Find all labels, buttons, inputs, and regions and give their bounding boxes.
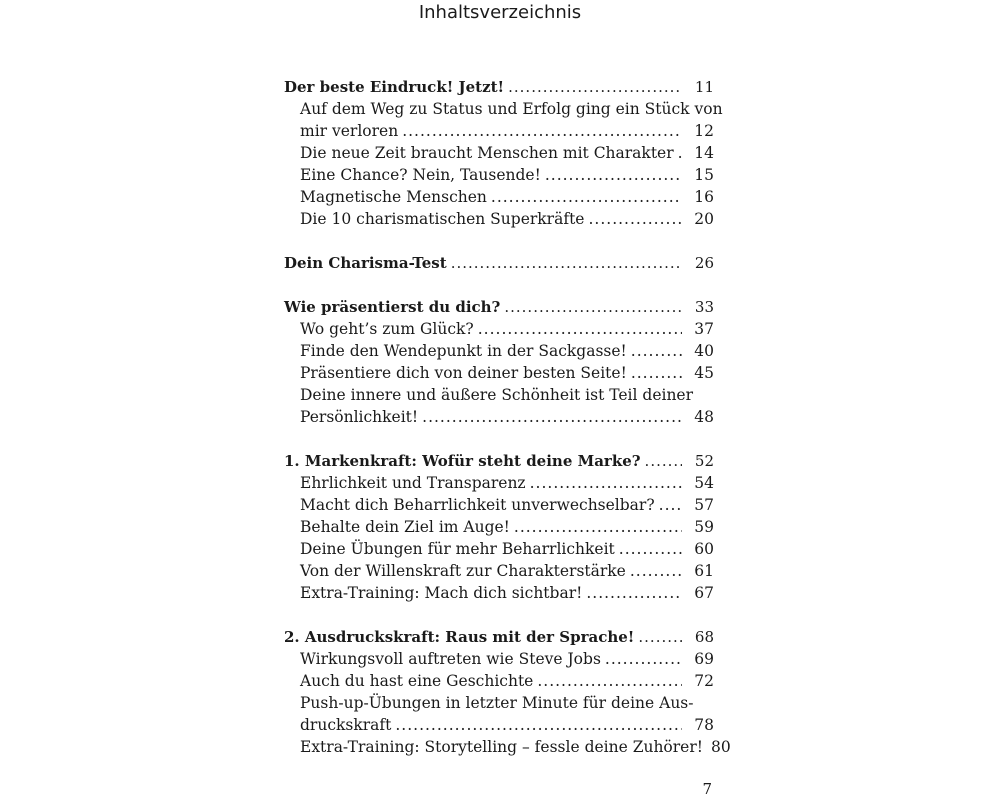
dot-leader	[491, 186, 682, 208]
toc-entry[interactable]	[284, 516, 714, 538]
toc-entry-title: Eine Chance? Nein, Tausende!	[300, 166, 541, 184]
toc-page-number: 26	[694, 254, 714, 272]
dot-leader	[514, 516, 682, 538]
toc-section	[284, 296, 714, 428]
toc-entry[interactable]	[284, 582, 714, 604]
toc-page-number: 68	[694, 628, 714, 646]
toc-section	[284, 450, 714, 604]
toc-entry-continuation[interactable]	[284, 714, 714, 736]
dot-leader	[508, 76, 682, 98]
toc-entry[interactable]	[284, 560, 714, 582]
toc-page-number: 20	[694, 210, 714, 228]
toc-page-number: 40	[694, 342, 714, 360]
toc-chapter-title: Dein Charisma-Test	[284, 254, 447, 272]
toc-chapter-entry[interactable]	[284, 626, 714, 648]
toc-chapter-entry[interactable]	[284, 76, 714, 98]
table-of-contents	[284, 76, 731, 780]
toc-page-number: 48	[694, 408, 714, 426]
toc-chapter-title: Wie präsentierst du dich?	[284, 298, 501, 316]
toc-entry-title: Die neue Zeit braucht Menschen mit Charakter	[300, 144, 674, 162]
toc-entry-title: Finde den Wendepunkt in der Sackgasse!	[300, 342, 627, 360]
toc-entry[interactable]	[284, 98, 723, 120]
toc-entry-continuation[interactable]	[284, 406, 714, 428]
toc-page-number: 45	[694, 364, 714, 382]
toc-page-number: 67	[694, 584, 714, 602]
toc-chapter-title: Der beste Eindruck! Jetzt!	[284, 78, 505, 96]
dot-leader	[478, 318, 682, 340]
toc-chapter-entry[interactable]	[284, 450, 714, 472]
toc-entry[interactable]	[284, 362, 714, 384]
toc-page-number: 60	[694, 540, 714, 558]
toc-entry-title: Von der Willenskraft zur Charakterstärke	[300, 562, 626, 580]
toc-entry[interactable]	[284, 494, 714, 516]
toc-entry[interactable]	[284, 538, 714, 560]
toc-entry-title: Deine Übungen für mehr Beharrlichkeit	[300, 540, 615, 558]
toc-entry-title: Präsentiere dich von deiner besten Seite!	[300, 364, 627, 382]
toc-page-number: 16	[694, 188, 714, 206]
toc-entry-continuation[interactable]	[284, 120, 714, 142]
toc-entry[interactable]	[284, 472, 714, 494]
toc-page-number: 54	[694, 474, 714, 492]
toc-entry-title: Die 10 charismatischen Superkräfte	[300, 210, 585, 228]
toc-page-number: 12	[694, 122, 714, 140]
toc-chapter-entry[interactable]	[284, 252, 714, 274]
toc-entry[interactable]	[284, 692, 714, 714]
toc-page-number: 61	[694, 562, 714, 580]
toc-entry[interactable]	[284, 164, 714, 186]
dot-leader	[402, 120, 682, 142]
toc-entry-title: Auch du hast eine Geschichte	[300, 672, 534, 690]
toc-entry[interactable]	[284, 318, 714, 340]
toc-section	[284, 76, 723, 230]
toc-entry-title: Behalte dein Ziel im Auge!	[300, 518, 510, 536]
toc-chapter-entry[interactable]	[284, 296, 714, 318]
dot-leader	[395, 714, 682, 736]
toc-section	[284, 626, 731, 758]
toc-entry-title-cont: Persönlichkeit!	[300, 408, 419, 426]
toc-entry-title-cont: mir verloren	[300, 122, 399, 140]
dot-leader	[619, 538, 682, 560]
toc-page-number: 37	[694, 320, 714, 338]
toc-entry-title: Wirkungsvoll auftreten wie Steve Jobs	[300, 650, 601, 668]
dot-leader	[451, 252, 682, 274]
page-title: Inhaltsverzeichnis	[418, 2, 582, 23]
toc-page-number: 57	[694, 496, 714, 514]
toc-page-number: 52	[694, 452, 714, 470]
toc-entry-title-cont: druckskraft	[300, 716, 392, 734]
page-number: 7	[702, 780, 712, 798]
toc-entry-title: Push-up-Übungen in letzter Minute für deine Aus-	[300, 694, 694, 712]
toc-entry-title: Auf dem Weg zu Status und Erfolg ging ein Stück von	[300, 100, 723, 118]
toc-entry[interactable]	[284, 340, 714, 362]
dot-leader	[638, 626, 682, 648]
toc-entry-title: Extra-Training: Mach dich sichtbar!	[300, 584, 583, 602]
toc-section	[284, 252, 714, 274]
toc-page-number: 59	[694, 518, 714, 536]
toc-chapter-title: 2. Ausdruckskraft: Raus mit der Sprache!	[284, 628, 635, 646]
toc-entry-title: Wo geht’s zum Glück?	[300, 320, 474, 338]
toc-entry-title: Deine innere und äußere Schönheit ist Teil deiner	[300, 386, 694, 404]
toc-page-number: 80	[711, 738, 731, 756]
toc-entry[interactable]	[284, 186, 714, 208]
toc-page-number: 11	[694, 78, 714, 96]
dot-leader	[586, 582, 682, 604]
toc-page-number: 69	[694, 650, 714, 668]
toc-entry[interactable]	[284, 208, 714, 230]
toc-entry-title: Magnetische Menschen	[300, 188, 487, 206]
toc-entry-title: Ehrlichkeit und Transparenz	[300, 474, 526, 492]
dot-leader	[659, 494, 682, 516]
dot-leader	[631, 340, 682, 362]
dot-leader	[530, 472, 682, 494]
dot-leader	[537, 670, 682, 692]
toc-page-number: 33	[694, 298, 714, 316]
toc-entry-title: Extra-Training: Storytelling – fessle deine Zuhörer!	[300, 738, 703, 756]
toc-page-number: 72	[694, 672, 714, 690]
toc-page-number: 78	[694, 716, 714, 734]
dot-leader	[504, 296, 682, 318]
dot-leader	[422, 406, 682, 428]
toc-page-number: 14	[694, 144, 714, 162]
dot-leader	[605, 648, 682, 670]
dot-leader	[630, 560, 682, 582]
toc-entry[interactable]	[284, 648, 714, 670]
toc-entry[interactable]	[284, 142, 714, 164]
toc-entry-title: Macht dich Beharrlichkeit unverwechselbar?	[300, 496, 655, 514]
dot-leader	[678, 142, 682, 164]
dot-leader	[645, 450, 682, 472]
dot-leader	[588, 208, 682, 230]
dot-leader	[545, 164, 682, 186]
toc-page-number: 15	[694, 166, 714, 184]
toc-chapter-title: 1. Markenkraft: Wofür steht deine Marke?	[284, 452, 641, 470]
dot-leader	[631, 362, 682, 384]
toc-entry[interactable]	[284, 670, 714, 692]
toc-entry[interactable]	[284, 736, 731, 758]
toc-entry[interactable]	[284, 384, 714, 406]
